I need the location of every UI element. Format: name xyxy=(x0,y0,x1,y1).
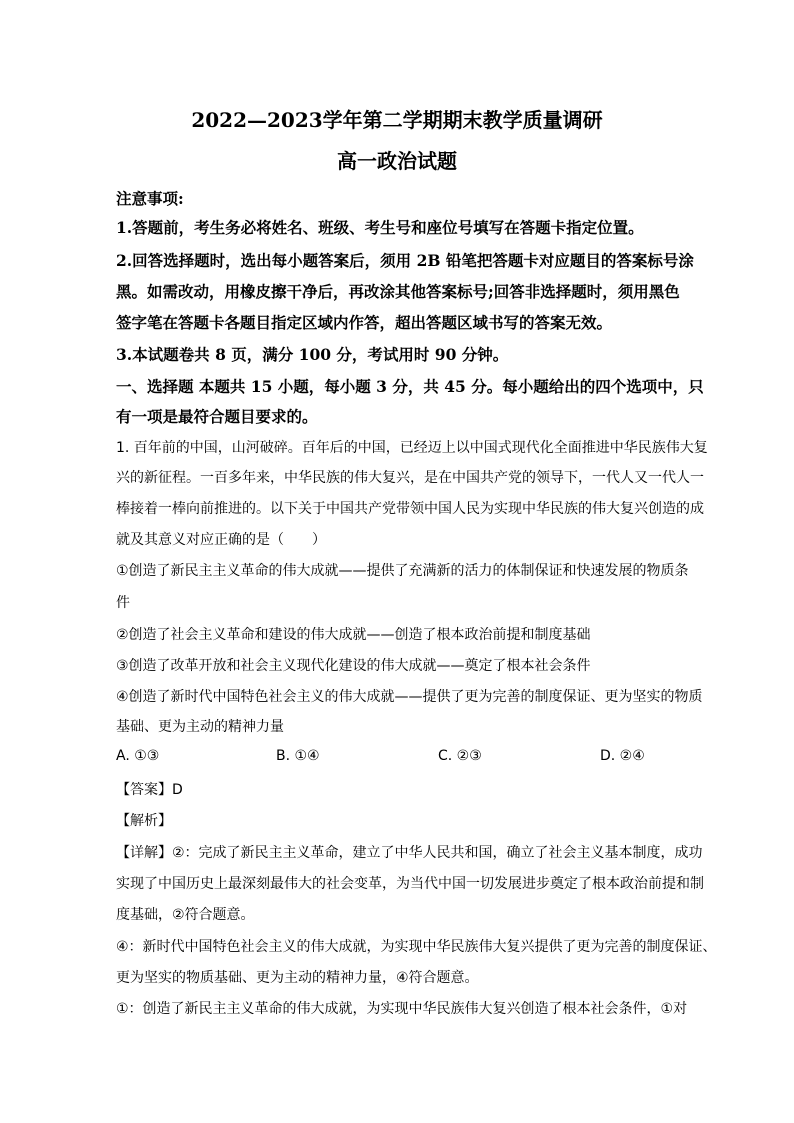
detail-line-5: 更为坚实的物质基础、更为主动的精神力量，④符合题意。 xyxy=(116,970,479,986)
question-stem-line-4: 就及其意义对应正确的是（ ） xyxy=(116,532,326,548)
statement-1-line-2: 件 xyxy=(116,595,130,611)
notice-item-3: 3.本试题卷共 8 页，满分 100 分，考试用时 90 分钟。 xyxy=(116,345,509,364)
option-a: A. ①③ xyxy=(116,748,160,764)
detail-line-6: ①：创造了新民主主义革命的伟大成就，为实现中华民族伟大复兴创造了根本社会条件，①对 xyxy=(116,1001,688,1017)
question-stem-line-1: 1. 百年前的中国，山河破碎。百年后的中国，已经迈上以中国式现代化全面推进中华民族伟大复 xyxy=(116,440,708,456)
option-d: D. ②④ xyxy=(600,748,645,764)
statement-4-line-2: 基础、更为主动的精神力量 xyxy=(116,719,284,735)
statement-4-line-1: ④创造了新时代中国特色社会主义的伟大成就——提供了更为完善的制度保证、更为坚实的物质 xyxy=(116,689,703,705)
option-c: C. ②③ xyxy=(438,748,482,764)
analysis-label: 【解析】 xyxy=(116,813,172,829)
detail-line-2: 实现了中国历史上最深刻最伟大的社会变革，为当代中国一切发展进步奠定了根本政治前提和制 xyxy=(116,876,704,892)
notice-heading: 注意事项: xyxy=(116,189,184,208)
statement-1-line-1: ①创造了新民主主义革命的伟大成就——提供了充满新的活力的体制保证和快速发展的物质条 xyxy=(116,563,689,579)
exam-subtitle: 高一政治试题 xyxy=(337,149,457,173)
notice-item-1: 1.答题前，考生务必将姓名、班级、考生号和座位号填写在答题卡指定位置。 xyxy=(116,218,644,237)
question-stem-line-2: 兴的新征程。一百多年来，中华民族的伟大复兴，是在中国共产党的领导下，一代人又一代人一 xyxy=(116,470,704,486)
answer-label: 【答案】D xyxy=(116,782,183,798)
notice-item-2-line-1: 2.回答选择题时，选出每小题答案后，须用 2B 铅笔把答题卡对应题目的答案标号涂 xyxy=(116,251,694,270)
exam-title: 2022—2023学年第二学期期末教学质量调研 xyxy=(191,108,603,132)
section-heading-line-2: 有一项是最符合题目要求的。 xyxy=(116,407,318,426)
statement-2: ②创造了社会主义革命和建设的伟大成就——创造了根本政治前提和制度基础 xyxy=(116,627,591,643)
notice-item-2-line-2: 黑。如需改动，用橡皮擦干净后，再改涂其他答案标号;回答非选择题时，须用黑色 xyxy=(116,282,680,301)
detail-line-4: ④：新时代中国特色社会主义的伟大成就，为实现中华民族伟大复兴提供了更为完善的制度保证、 xyxy=(116,939,717,955)
detail-line-1: 【详解】②：完成了新民主主义革命，建立了中华人民共和国，确立了社会主义基本制度，成功 xyxy=(116,845,703,861)
option-b: B. ①④ xyxy=(276,748,320,764)
notice-item-2-line-3: 签字笔在答题卡各题目指定区域内作答，超出答题区域书写的答案无效。 xyxy=(116,313,613,332)
question-stem-line-3: 棒接着一棒向前推进的。以下关于中国共产党带领中国人民为实现中华民族的伟大复兴创造的成 xyxy=(116,501,704,517)
statement-3: ③创造了改革开放和社会主义现代化建设的伟大成就——奠定了根本社会条件 xyxy=(116,658,591,674)
detail-line-3: 度基础，②符合题意。 xyxy=(116,907,255,923)
section-heading-line-1: 一、选择题 本题共 15 小题，每小题 3 分，共 45 分。每小题给出的四个选项中，只 xyxy=(116,377,704,396)
